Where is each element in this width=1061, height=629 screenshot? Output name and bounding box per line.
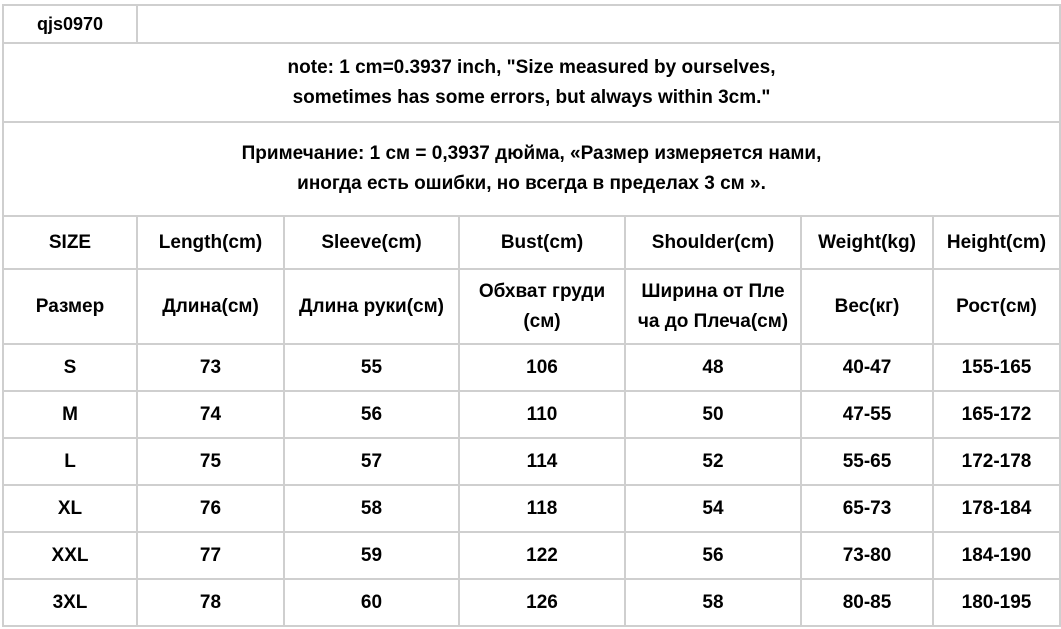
table-cell: 78 (137, 579, 284, 626)
code-row-empty-cell (137, 5, 1060, 43)
header-en-col-0: SIZE (3, 216, 137, 269)
table-cell: XXL (3, 532, 137, 579)
table-row (3, 438, 1060, 485)
table-cell: 106 (459, 344, 625, 391)
table-cell: 126 (459, 579, 625, 626)
header-ru-col-3-line-0: Обхват груди (478, 280, 606, 302)
size-chart-table (2, 4, 1061, 627)
table-cell: 56 (625, 532, 801, 579)
table-cell: 65-73 (801, 485, 933, 532)
table-cell: 74 (137, 391, 284, 438)
note-row-english (3, 43, 1060, 122)
table-cell: 3XL (3, 579, 137, 626)
table-row (3, 485, 1060, 532)
note-russian-line-2: иногда есть ошибки, но всегда в пределах 3 см ». (297, 173, 766, 194)
table-cell: 58 (625, 579, 801, 626)
table-row (3, 344, 1060, 391)
table-cell: 56 (284, 391, 459, 438)
header-en-col-2: Sleeve(cm) (284, 216, 459, 269)
table-cell: 76 (137, 485, 284, 532)
table-cell: 40-47 (801, 344, 933, 391)
table-cell: 75 (137, 438, 284, 485)
note-russian-line-1: Примечание: 1 см = 0,3937 дюйма, «Размер измеряется нами, (241, 143, 822, 164)
header-ru-col-0-line-0: Размер (35, 295, 105, 317)
table-cell: 48 (625, 344, 801, 391)
table-cell: 114 (459, 438, 625, 485)
table-cell: 58 (284, 485, 459, 532)
header-ru-col-5-line-0: Вес(кг) (834, 295, 900, 317)
note-english-line-2: sometimes has some errors, but always within 3cm." (292, 86, 771, 108)
table-cell: XL (3, 485, 137, 532)
header-en-col-1: Length(cm) (137, 216, 284, 269)
header-ru-col-5 (801, 269, 933, 344)
header-ru-col-4 (625, 269, 801, 344)
header-ru-col-6-line-0: Рост(см) (956, 295, 1037, 317)
table-cell: 55-65 (801, 438, 933, 485)
table-cell: 80-85 (801, 579, 933, 626)
header-ru-col-0 (3, 269, 137, 344)
header-ru-col-1-line-0: Длина(см) (162, 295, 259, 317)
table-row (3, 532, 1060, 579)
table-cell: L (3, 438, 137, 485)
table-cell: 122 (459, 532, 625, 579)
table-cell: 165-172 (933, 391, 1060, 438)
header-ru-col-3 (459, 269, 625, 344)
table-row (3, 391, 1060, 438)
code-row (3, 5, 1060, 43)
table-cell: 52 (625, 438, 801, 485)
table-cell: 47-55 (801, 391, 933, 438)
note-row-russian (3, 122, 1060, 216)
table-cell: 54 (625, 485, 801, 532)
table-cell: 57 (284, 438, 459, 485)
table-cell: 55 (284, 344, 459, 391)
table-cell: 184-190 (933, 532, 1060, 579)
table-cell: 59 (284, 532, 459, 579)
table-cell: 60 (284, 579, 459, 626)
table-cell: M (3, 391, 137, 438)
table-cell: 155-165 (933, 344, 1060, 391)
table-cell: 172-178 (933, 438, 1060, 485)
table-cell: 50 (625, 391, 801, 438)
note-english-line-1: note: 1 cm=0.3937 inch, "Size measured by ourselves, (287, 56, 776, 78)
table-cell: 77 (137, 532, 284, 579)
header-ru-col-4-line-0: Ширина от Пле (641, 280, 785, 302)
header-en-col-5: Weight(kg) (801, 216, 933, 269)
header-en-col-4: Shoulder(cm) (625, 216, 801, 269)
table-cell: 73 (137, 344, 284, 391)
product-code: qjs0970 (3, 5, 137, 43)
table-cell: 118 (459, 485, 625, 532)
header-ru-col-2-line-0: Длина руки(см) (299, 295, 444, 317)
table-cell: 110 (459, 391, 625, 438)
size-rows (3, 344, 1060, 626)
header-ru-col-4-line-1: ча до Плеча(см) (637, 310, 789, 332)
header-ru-col-2 (284, 269, 459, 344)
note-english (3, 43, 1060, 122)
table-row (3, 579, 1060, 626)
header-en-col-3: Bust(cm) (459, 216, 625, 269)
table-cell: S (3, 344, 137, 391)
note-russian (3, 122, 1060, 216)
table-cell: 180-195 (933, 579, 1060, 626)
header-row-english (3, 216, 1060, 269)
header-ru-col-3-line-1: (см) (523, 310, 561, 332)
header-row-russian (3, 269, 1060, 344)
header-ru-col-1 (137, 269, 284, 344)
table-cell: 73-80 (801, 532, 933, 579)
header-ru-col-6 (933, 269, 1060, 344)
table-cell: 178-184 (933, 485, 1060, 532)
header-en-col-6: Height(cm) (933, 216, 1060, 269)
